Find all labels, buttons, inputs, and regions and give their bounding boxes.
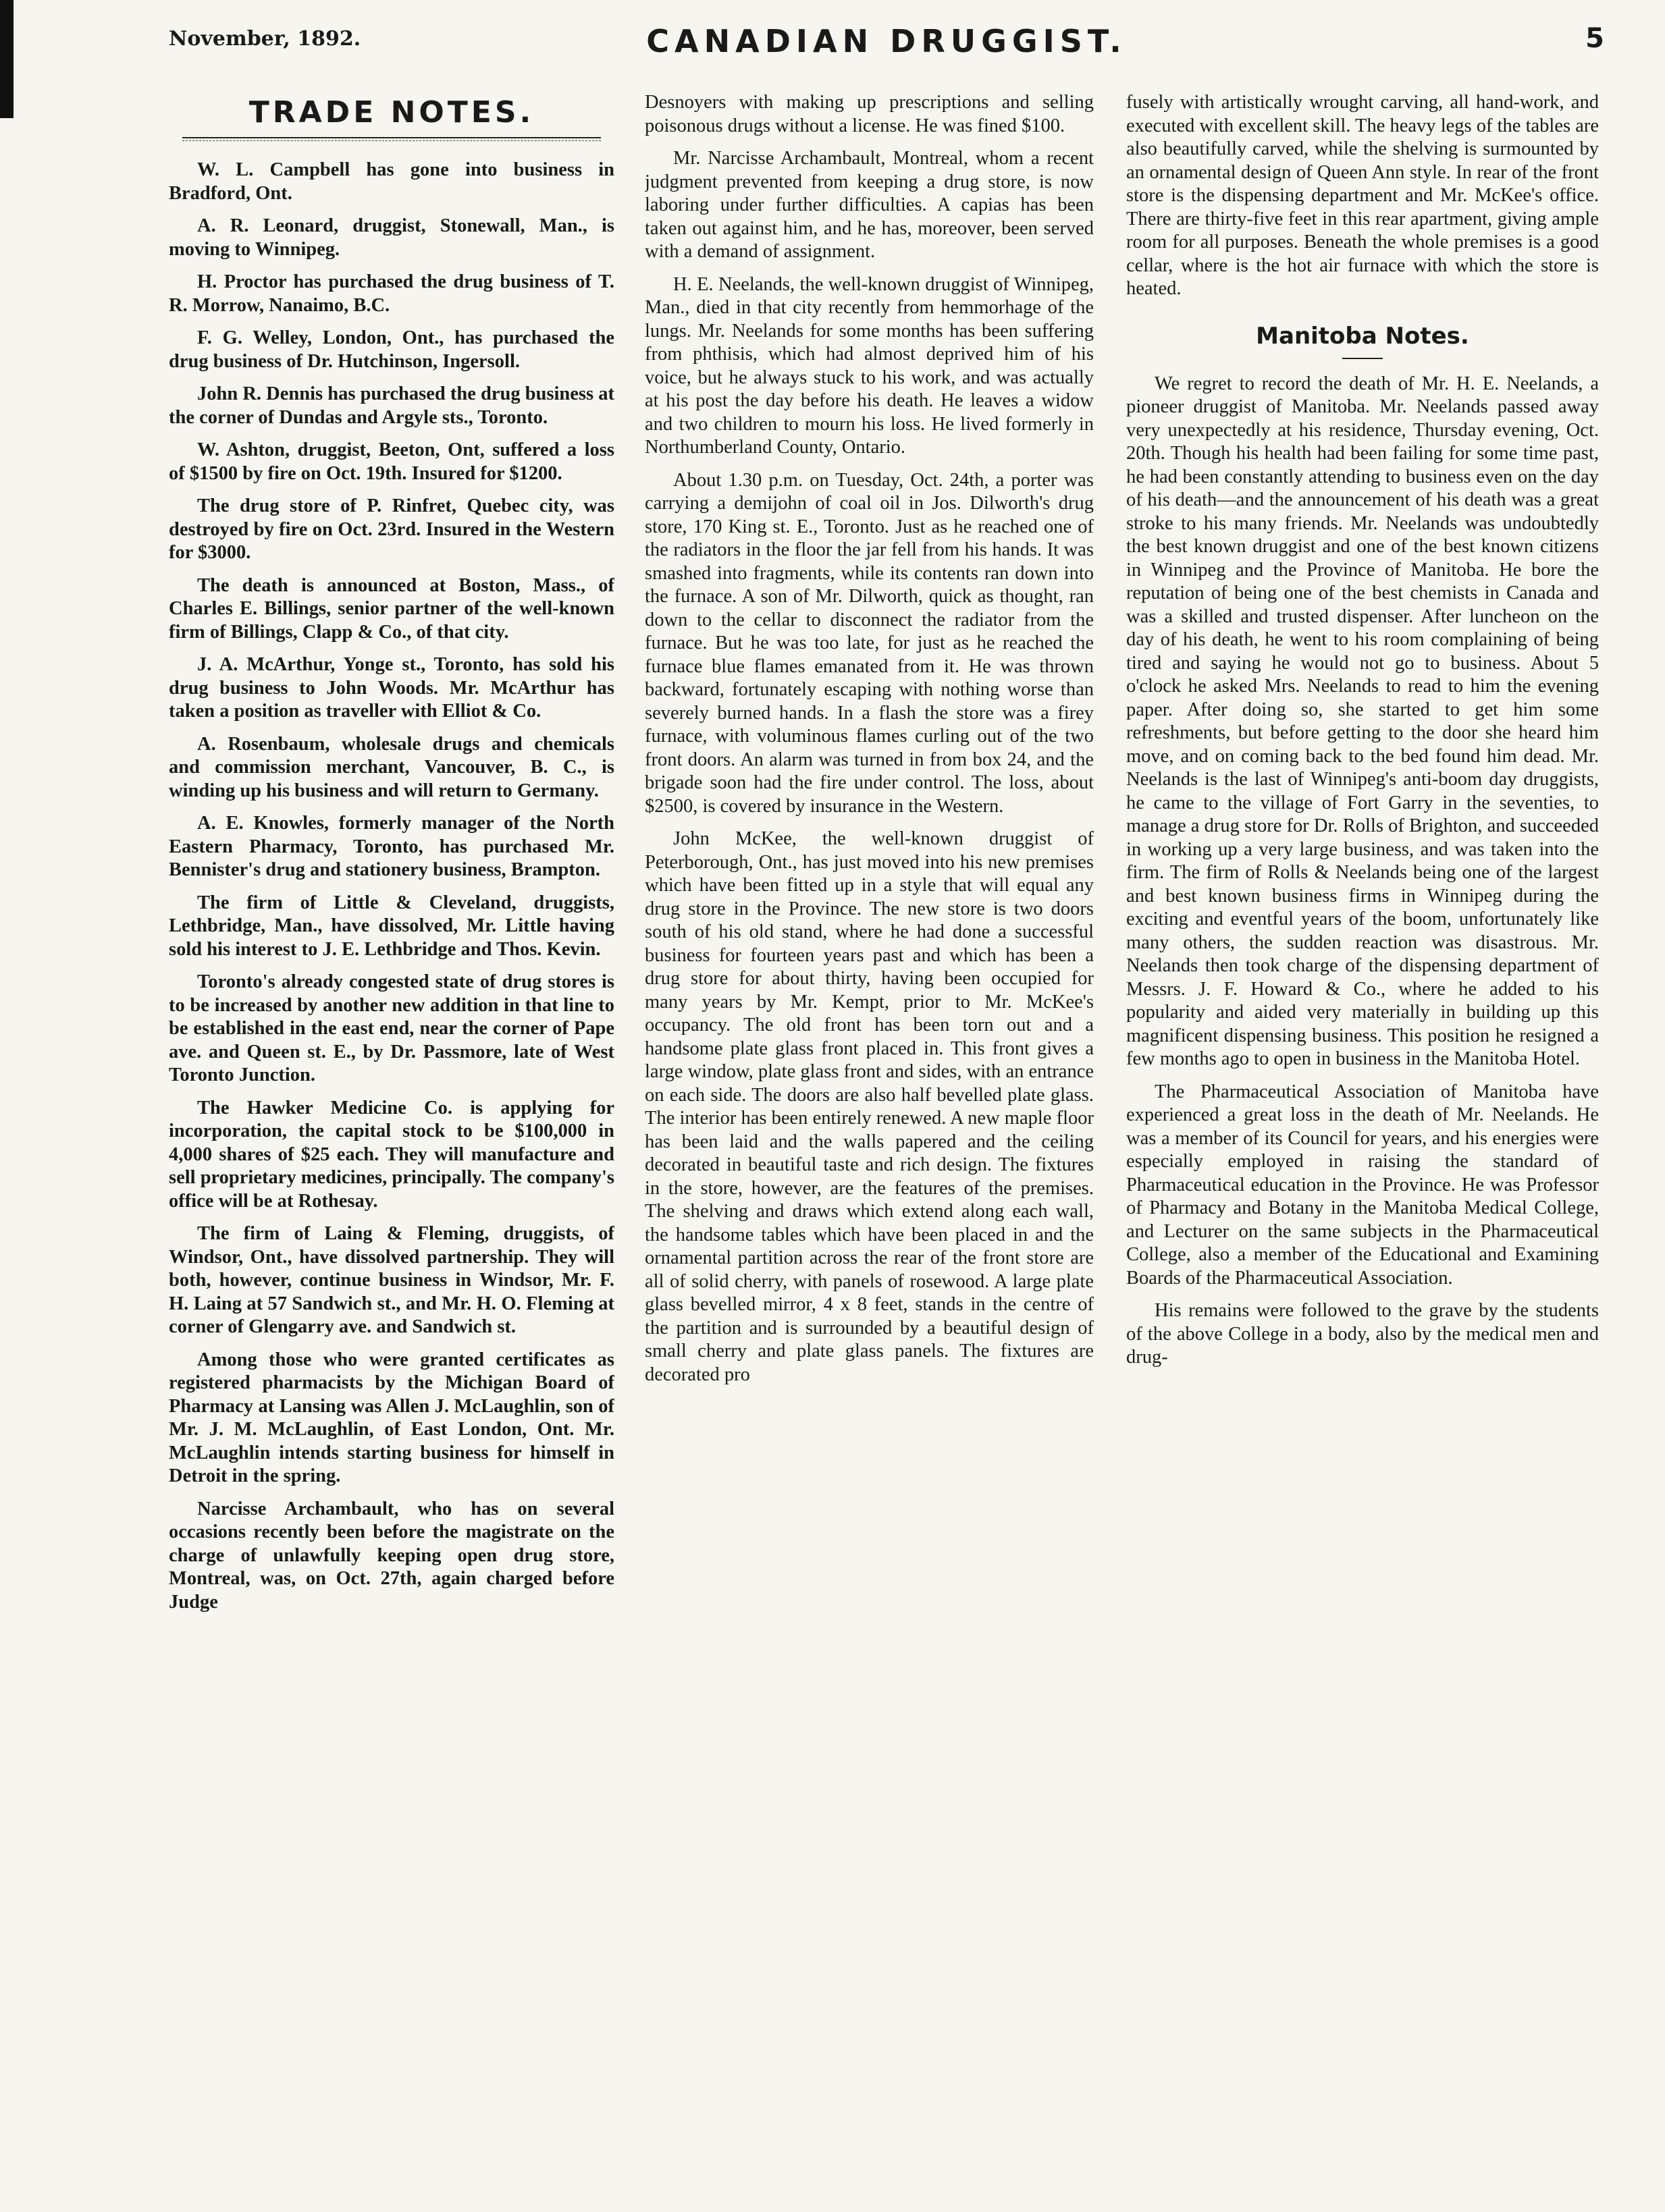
news-item: Mr. Narcisse Archambault, Montreal, whom a recent judgment prevented from keeping a drug store, is now laboring under further difficulties. A capias has been taken out against him, and he has, moreover, been served with a demand of assignment. bbox=[645, 148, 1094, 262]
news-item: F. G. Welley, London, Ont., has purchased the drug business of Dr. Hutchinson, Ingersoll. bbox=[169, 327, 614, 372]
section-rule bbox=[1342, 358, 1383, 359]
news-item: W. Ashton, druggist, Beeton, Ont, suffered a loss of $1500 by fire on Oct. 19th. Insured for $1200. bbox=[169, 439, 614, 484]
trade-notes-title: TRADE NOTES. bbox=[248, 95, 535, 130]
column-trade-notes bbox=[169, 91, 614, 2130]
trade-notes-body bbox=[169, 159, 614, 1614]
news-item: We regret to record the death of Mr. H. E. Neelands, a pioneer druggist of Manitoba. Mr. Neelands passed away very unexpectedly at his residence, Thursday evening, Oct. 20th. Though his health had been failing for some time past, he had been constantly attending to business even on the day of his death—and the announcement of his death was a great stroke to his many friends. Mr. Neelands was undoubtedly the best known druggist and one of the best known citizens in Winnipeg and the Province of Manitoba. He bore the reputation of being one of the best chemists in Canada and was a skilled and trusted dispenser. After luncheon on the day of his death, he went to his room complaining of being tired and saying he would not go to business. About 5 o'clock he asked Mrs. Neelands to read to him the evening paper. After doing so, she started to get him some refreshments, but before getting to the door she heard him move, and on coming back to the bed found him dead. Mr. Neelands is the last of Winnipeg's anti-boom day druggists, he came to the village of Fort Garry in the seventies, to manage a drug store for Dr. Rolls of Brighton, and succeeded in working up a very large business, and was taken into the firm. The firm of Rolls & Neelands being one of the largest and best known business firms in Winnipeg during the exciting and eventful years of the boom, unfortunately like many others, the sudden reaction was disastrous. Mr. Neelands then took charge of the dispensing department of Messrs. J. F. Howard & Co., where he added to his popularity and aided very materially in building up this magnificent dispensing business. This position he resigned a few months ago to open in business in the Manitoba Hotel. bbox=[1126, 373, 1599, 1069]
news-item: Toronto's already congested state of drug stores is to be increased by another new addition in that line to be established in the east end, near the corner of Pape ave. and Queen st. E., by Dr. Passmore, late of West Toronto Junction. bbox=[169, 971, 614, 1085]
news-item: A. R. Leonard, druggist, Stonewall, Man., is moving to Winnipeg. bbox=[169, 215, 614, 260]
news-item: Among those who were granted certificates as registered pharmacists by the Michigan Board of Pharmacy at Lansing was Allen J. McLaughlin, son of Mr. J. M. McLaughlin, of East London, Ont. Mr. McLaughlin intends starting business for himself in Detroit in the spring. bbox=[169, 1349, 614, 1486]
news-item: The firm of Little & Cleveland, druggists, Lethbridge, Man., have dissolved, Mr. Little having sold his interest to J. E. Lethbridge and Thos. Kevin. bbox=[169, 892, 614, 960]
news-item: fusely with artistically wrought carving, all hand-work, and executed with excellent skill. The heavy legs of the tables are also beautifully carved, while the shelving is surmounted by an ornamental design of Queen Ann style. In rear of the front store is the dispensing department and Mr. McKee's office. There are thirty-five feet in this rear apartment, giving ample room for all purposes. Beneath the whole premises is a good cellar, where is the hot air furnace with which the store is heated. bbox=[1126, 92, 1599, 299]
news-item: W. L. Campbell has gone into business in Bradford, Ont. bbox=[169, 159, 614, 204]
page-number: 5 bbox=[1585, 23, 1604, 54]
column-middle bbox=[645, 91, 1094, 2130]
news-item: His remains were followed to the grave by the students of the above College in a body, also by the medical men and drug- bbox=[1126, 1300, 1599, 1368]
title-rule bbox=[182, 137, 601, 141]
news-item: The drug store of P. Rinfret, Quebec city, was destroyed by fire on Oct. 23rd. Insured in the Western for $3000. bbox=[169, 495, 614, 563]
news-item: The death is announced at Boston, Mass., of Charles E. Billings, senior partner of the well-known firm of Billings, Clapp & Co., of that city. bbox=[169, 574, 614, 643]
news-item: Narcisse Archambault, who has on several occasions recently been before the magistrate on the charge of unlawfully keeping open drug store, Montreal, was, on Oct. 27th, again charged before Judge bbox=[169, 1498, 614, 1613]
news-item: H. E. Neelands, the well-known druggist of Winnipeg, Man., died in that city recently from hemmorhage of the lungs. Mr. Neelands for some months has been suffering from phthisis, which had almost deprived him of his voice, but he always stuck to his work, and was actually at his post the day before his death. He leaves a widow and two children to mourn his loss. He lived formerly in Northumberland County, Ontario. bbox=[645, 273, 1094, 458]
issue-date: November, 1892. bbox=[169, 27, 361, 51]
news-item: A. E. Knowles, formerly manager of the North Eastern Pharmacy, Toronto, has purchased Mr. Bennister's drug and stationery business, Brampton. bbox=[169, 813, 614, 880]
news-item: The firm of Laing & Fleming, druggists, of Windsor, Ont., have dissolved partnership. They will both, however, continue business in Windsor, Mr. F. H. Laing at 57 Sandwich st., and Mr. H. O. Fleming at corner of Glengarry ave. and Sandwich st. bbox=[169, 1223, 614, 1337]
page-header bbox=[169, 19, 1604, 66]
news-item: The Hawker Medicine Co. is applying for incorporation, the capital stock to be $100,000 in 4,000 shares of $25 each. They will manufacture and sell proprietary medicines, principally. The company's office will be at Rothesay. bbox=[169, 1097, 614, 1212]
news-item: J. A. McArthur, Yonge st., Toronto, has sold his drug business to John Woods. Mr. McArthur has taken a position as traveller with Elliot & Co. bbox=[169, 654, 614, 722]
news-item: H. Proctor has purchased the drug business of T. R. Morrow, Nanaimo, B.C. bbox=[169, 271, 614, 316]
news-item: John McKee, the well-known druggist of Peterborough, Ont., has just moved into his new premises which have been fitted up in a style that will equal any drug store in the Province. The new store is two doors south of his old stand, where he had done a successful business for fourteen years past and which has been a drug store for about thirty, having been occupied for many years by Mr. Kempt, prior to Mr. McKee's occupancy. The old front has been torn out and a handsome plate glass front placed in. This front gives a large window, plate glass front and sides, with an entrance on each side. The doors are also half bevelled plate glass. The interior has been entirely renewed. A new maple floor has been laid and the walls papered and the ceiling decorated in beautiful taste and rich design. The fixtures in the store, however, are the features of the premises. The shelving and draws which extend along each wall, the handsome tables which have been placed in and the ornamental partition across the rear of the front store are all of solid cherry, with panels of rosewood. A large plate glass bevelled mirror, 4 x 8 feet, stands in the centre of the partition and is surrounded by a beautiful design of small cherry and plate glass panels. The fixtures are decorated pro bbox=[645, 828, 1094, 1385]
news-item: John R. Dennis has purchased the drug business at the corner of Dundas and Argyle sts., Toronto. bbox=[169, 383, 614, 428]
news-item: A. Rosenbaum, wholesale drugs and chemicals and commission merchant, Vancouver, B. C., is winding up his business and will return to Germany. bbox=[169, 733, 614, 801]
page-edge-bar bbox=[0, 0, 14, 118]
news-item: The Pharmaceutical Association of Manitoba have experienced a great loss in the death of Mr. Neelands. He was a member of its Council for years, and his energies were especially employed in raising the standard of Pharmaceutical education in the Province. He was Professor of Pharmacy and Botany in the Manitoba Medical College, and Lecturer on the same subjects in the Pharmaceutical College, also a member of the Educational and Examining Boards of the Pharmaceutical Association. bbox=[1126, 1081, 1599, 1289]
column-right bbox=[1126, 91, 1599, 2130]
manitoba-notes-title: Manitoba Notes. bbox=[1256, 322, 1469, 350]
news-item: Desnoyers with making up prescriptions and selling poisonous drugs without a license. He was fined $100. bbox=[645, 92, 1094, 136]
publication-title: CANADIAN DRUGGIST. bbox=[646, 23, 1127, 59]
news-item: About 1.30 p.m. on Tuesday, Oct. 24th, a porter was carrying a demijohn of coal oil in Jos. Dilworth's drug store, 170 King st. E., Toronto. Just as he reached one of the radiators in the floor the jar fell from his hands. It was smashed into fragments, while its contents ran down into the furnace. A son of Mr. Dilworth, quick as thought, ran down to the cellar to disconnect the radiator from the furnace. But he was too late, for just as he reached the furnace blue flames emanated from it. He was thrown backward, fortunately escaping with nothing worse than severely burned hands. In a flash the store was a firey furnace, with voluminous flames curling out of the two front doors. An alarm was turned in from box 24, and the brigade soon had the fire under control. The loss, about $2500, is covered by insurance in the Western. bbox=[645, 469, 1094, 817]
